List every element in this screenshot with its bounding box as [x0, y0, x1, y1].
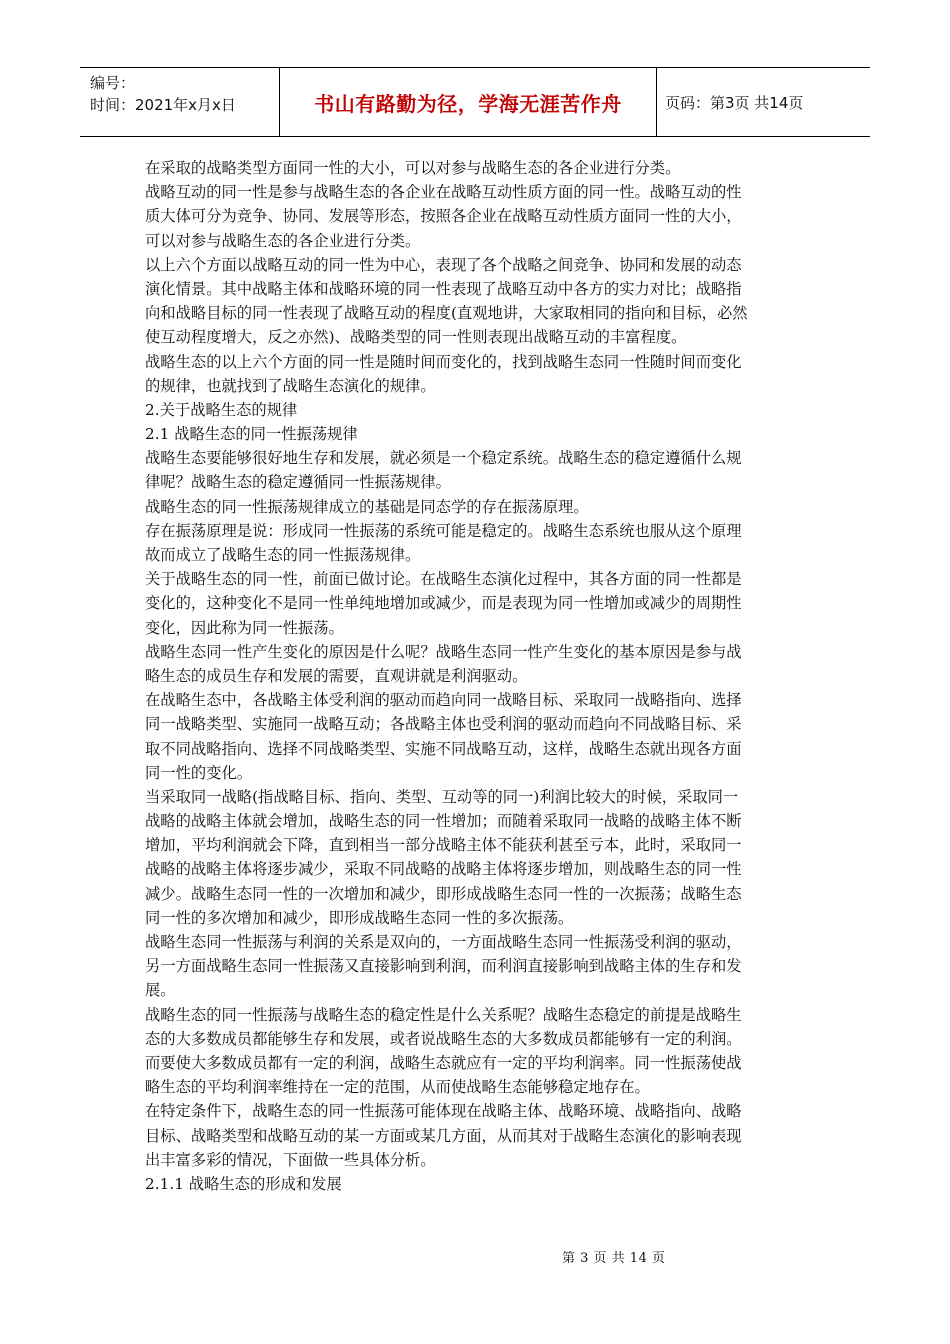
header-motto: 书山有路勤为径，学海无涯苦作舟: [280, 68, 657, 136]
text-line: 当采取同一战略(指战略目标、指向、类型、互动等的同一)利润比较大的时候，采取同一: [145, 787, 739, 806]
text-line: 目标、战略类型和战略互动的某一方面或某几方面，从而其对于战略生态演化的影响表现: [145, 1126, 742, 1145]
text-line: 略生态的成员生存和发展的需要，直观讲就是利润驱动。: [145, 666, 528, 685]
text-line: 在采取的战略类型方面同一性的大小，可以对参与战略生态的各企业进行分类。: [145, 159, 681, 177]
text-line: 在特定条件下，战略生态的同一性振荡可能体现在战略主体、战略环境、战略指向、战略: [145, 1102, 742, 1121]
text-line: 出丰富多彩的情况，下面做一些具体分析。: [145, 1150, 436, 1169]
text-line: 存在振荡原理是说：形成同一性振荡的系统可能是稳定的。战略生态系统也服从这个原理: [145, 521, 742, 540]
text-line: 而要使大多数成员都有一定的利润，战略生态就应有一定的平均利润率。同一性振荡使战: [145, 1053, 742, 1072]
text-line: 的规律，也就找到了战略生态演化的规律。: [145, 376, 436, 395]
body-text: [145, 156, 808, 1196]
page-header: [80, 67, 870, 137]
text-line: 2.1 战略生态的同一性振荡规律: [145, 425, 358, 444]
text-line: 增加，平均利润就会下降，直到相当一部分战略主体不能获利甚至亏本，此时，采取同一: [145, 836, 742, 855]
text-line: 律呢？战略生态的稳定遵循同一性振荡规律。: [145, 473, 451, 492]
text-line: 关于战略生态的同一性，前面已做讨论。在战略生态演化过程中，其各方面的同一性都是: [145, 570, 742, 589]
text-line: 战略的战略主体就会增加，战略生态的同一性增加；而随着采取同一战略的战略主体不断: [145, 812, 742, 831]
text-line: 战略生态要能够很好地生存和发展，就必须是一个稳定系统。战略生态的稳定遵循什么规: [145, 449, 742, 468]
text-line: 战略生态的同一性振荡规律成立的基础是同态学的存在振荡原理。: [145, 497, 589, 516]
text-line: 以上六个方面以战略互动的同一性为中心，表现了各个战略之间竞争、协同和发展的动态: [145, 255, 742, 274]
document-date: 时间：2021年x月x日: [90, 96, 236, 114]
text-line: 战略的战略主体将逐步减少，采取不同战略的战略主体将逐步增加，则战略生态的同一性: [145, 860, 742, 879]
text-line: 减少。战略生态同一性的一次增加和减少，即形成战略生态同一性的一次振荡；战略生态: [145, 884, 742, 903]
header-page-number: 页码：第3页 共14页: [665, 93, 804, 112]
text-line: 另一方面战略生态同一性振荡又直接影响到利润，而利润直接影响到战略主体的生存和发: [145, 957, 742, 976]
text-line: 向和战略目标的同一性表现了战略互动的程度(直观地讲，大家取相同的指向和目标，必然: [145, 304, 748, 323]
text-line: 同一战略类型、实施同一战略互动；各战略主体也受利润的驱动而趋向不同战略目标、采: [145, 715, 742, 734]
text-line: 可以对参与战略生态的各企业进行分类。: [145, 231, 421, 250]
text-line: 战略生态的同一性振荡与战略生态的稳定性是什么关系呢？战略生态稳定的前提是战略生: [145, 1005, 742, 1024]
text-line: 同一性的多次增加和减少，即形成战略生态同一性的多次振荡。: [145, 908, 574, 927]
text-line: 战略互动的同一性是参与战略生态的各企业在战略互动性质方面的同一性。战略互动的性: [145, 183, 742, 202]
text-line: 变化的，这种变化不是同一性单纯地增加或减少，而是表现为同一性增加或减少的周期性: [145, 594, 742, 613]
text-line: 战略生态的以上六个方面的同一性是随时间而变化的，找到战略生态同一性随时间而变化: [145, 352, 742, 371]
text-line: 变化，因此称为同一性振荡。: [145, 618, 344, 637]
footer-page-number: 第 3 页 共 14 页: [562, 1251, 666, 1266]
text-line: 故而成立了战略生态的同一性振荡规律。: [145, 546, 421, 564]
text-line: 质大体可分为竞争、协同、发展等形态，按照各企业在战略互动性质方面同一性的大小，: [145, 207, 742, 226]
text-line: 取不同战略指向、选择不同战略类型、实施不同战略互动，这样，战略生态就出现各方面: [145, 739, 742, 758]
text-line: 展。: [145, 981, 176, 1000]
text-line: 战略生态同一性产生变化的原因是什么呢？战略生态同一性产生变化的基本原因是参与战: [145, 642, 742, 661]
header-meta: [80, 68, 280, 136]
text-line: 2.关于战略生态的规律: [145, 400, 298, 419]
text-line: 略生态的平均利润率维持在一定的范围，从而使战略生态能够稳定地存在。: [145, 1078, 650, 1097]
document-number: 编号：: [90, 74, 136, 92]
text-line: 态的大多数成员都能够生存和发展，或者说战略生态的大多数成员都能够有一定的利润。: [145, 1029, 742, 1048]
text-line: 演化情景。其中战略主体和战略环境的同一性表现了战略互动中各方的实力对比；战略指: [145, 279, 742, 298]
text-line: 战略生态同一性振荡与利润的关系是双向的，一方面战略生态同一性振荡受利润的驱动，: [145, 933, 742, 951]
text-line: 2.1.1 战略生态的形成和发展: [145, 1174, 342, 1193]
text-line: 使互动程度增大，反之亦然)、战略类型的同一性则表现出战略互动的丰富程度。: [145, 328, 687, 347]
text-line: 同一性的变化。: [145, 763, 253, 782]
text-line: 在战略生态中，各战略主体受利润的驱动而趋向同一战略目标、采取同一战略指向、选择: [145, 691, 742, 710]
